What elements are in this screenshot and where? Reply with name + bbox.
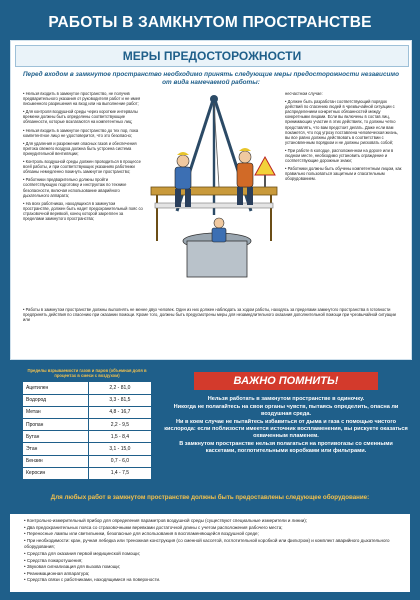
- gas-range: 4,8 - 16,7: [88, 406, 151, 418]
- gas-name: Этан: [23, 443, 89, 455]
- remember-text: [164, 396, 408, 456]
- list-item: • Звуковая сигнализация для вызова помощи;: [24, 564, 402, 571]
- safety-poster: [6, 6, 414, 594]
- list-item: • Средства пожаротушения;: [24, 558, 402, 565]
- gas-range: 3,1 - 15,0: [88, 443, 151, 455]
- two-workers-text: [23, 307, 399, 325]
- gas-range: 2,2 - 81,0: [88, 382, 151, 394]
- gas-range: 2,2 - 9,5: [88, 418, 151, 430]
- gas-range: 0,7 - 6,0: [88, 455, 151, 467]
- left-item: • Работники предварительно должны пройти соответствующую подготовку и инструктаж по технике безопасности, включая использование аварийного дыхательного аппарата;: [23, 177, 143, 197]
- table-row: [23, 418, 152, 430]
- gas-name: Водород: [23, 394, 89, 406]
- right-column: [285, 91, 403, 185]
- gas-range: 1,5 - 8,4: [88, 431, 151, 443]
- left-item: • Для удаления и разрежения опасных газов и обеспечения притока свежего воздуха должна быть устроена система принудительной вентиляции;: [23, 141, 143, 156]
- gas-name: Керосин: [23, 467, 89, 479]
- right-item: • Работники должны быть обучены компетентным лицом, как правильно пользоваться защитным и спасательным оборудованием.: [285, 166, 403, 181]
- gas-limits-block: [22, 368, 152, 480]
- table-row: [23, 431, 152, 443]
- left-item: • Для контроля воздушной среды через короткие интервалы времени должны быть определены соответствующие обязанности, которые возлагаются на компетентных лиц;: [23, 109, 143, 124]
- gas-table-heading: Пределы взрываемости газов и паров (объемная доля в процентах в смеси с воздухом): [27, 368, 147, 379]
- table-row: [23, 443, 152, 455]
- precautions-subtitle: МЕРЫ ПРЕДОСТОРОЖНОСТИ: [15, 45, 409, 67]
- table-row: [23, 382, 152, 394]
- left-item: • Нельзя входить в замкнутое пространство, не получив предварительного указания от руководителя работ и не имея письменного разрешения на вход или на выполнение работ;: [23, 91, 143, 106]
- table-row: [23, 455, 152, 467]
- list-item: • Контрольно-измерительный прибор для определения параметров воздушной среды (существуют специальные измерители и линии);: [24, 518, 402, 525]
- left-column: [23, 91, 143, 224]
- gas-range: 1,4 - 7,5: [88, 467, 151, 479]
- remember-heading: ВАЖНО ПОМНИТЬ!: [194, 372, 378, 390]
- precautions-intro: Перед входом в замкнутое пространство необходимо принять следующие меры предосторожности независимо от вида намечаемой работы:: [22, 71, 400, 87]
- gas-name: Бензин: [23, 455, 89, 467]
- gas-name: Ацетилен: [23, 382, 89, 394]
- gas-limits-table: [22, 381, 152, 480]
- table-row: [23, 394, 152, 406]
- table-row: [23, 406, 152, 418]
- equipment-list: [10, 514, 410, 584]
- list-item: • Реанимационная аппаратура;: [24, 571, 402, 578]
- left-item: • На всех работниках, находящихся в замкнутом пространстве, должен быть надет предохранительный пояс со страховочной веревкой, конец которой закреплен за пределами замкнутого пространства;: [23, 201, 143, 221]
- gas-name: Бутан: [23, 431, 89, 443]
- remember-paragraph: Ни в коем случае не пытайтесь избавиться от дыма и газа с помощью чистого кислорода: если поблизости имеется источник воспламенения, вы рискуете оказаться охваченным пламенем.: [164, 419, 408, 439]
- right-item: • Должен быть разработан соответствующий порядок действий по спасению людей в чрезвычайной ситуации с распределением конкретных обязанностей между конкретными лицами. Если вы включены в состав лиц, принимающих участие в этих действиях, то должны четко представлять, что вам предстоит делать. Даже если вам покажется, что под угрозу поставлена человеческая жизнь, вы все равно должны действовать в соответствии с установленным порядком и не должны рисковать собой;: [285, 99, 403, 145]
- remember-paragraph: Никогда не полагайтесь на свои органы чувств, пытаясь определить, опасна ли воздушная среда.: [173, 404, 399, 417]
- table-row: [23, 467, 152, 479]
- list-item: • При необходимости: кран, ручная лебедка или треножная конструкция (со сменной кассетой, поглотительной коробкой или фильтром) и комплект аварийного дыхательного оборудования;: [24, 538, 402, 551]
- remember-block: [164, 368, 408, 492]
- gas-name: Пропан: [23, 418, 89, 430]
- gas-range: 3,3 - 81,5: [88, 394, 151, 406]
- gas-name: Метан: [23, 406, 89, 418]
- list-item: • Два предохранительных пояса со страховочными веревками достаточной длины с учетом расположения рабочего места;: [24, 525, 402, 532]
- list-item: • Средства для оказания первой медицинской помощи;: [24, 551, 402, 558]
- left-item: • Контроль воздушной среды должен проводиться в процессе всей работы, и при соответствующих указаниях работники обязаны немедленно покинуть замкнутое пространство;: [23, 159, 143, 174]
- remember-paragraph: Нельзя работать в замкнутом пространстве в одиночку.: [207, 396, 365, 402]
- right-item: • При работе в колодце, расположенном на дороге или в людном месте, необходимо установить ограждение и соответствующие дорожные знаки;: [285, 148, 403, 163]
- bottom-item: • Работы в замкнутом пространстве должны выполнять не менее двух человек. Один из них должен наблюдать за ходом работы, находясь за пределами замкнутого пространства в готовности предпринять действия по спасению при оказании помощи. Кроме того, должны быть предусмотрены меры для незамедлительного оказания дополнительной помощи при чрезвычайной ситуации или: [23, 307, 399, 322]
- equipment-heading: Для любых работ в замкнутом пространстве должны быть предоставлены следующее оборудование:: [50, 494, 370, 501]
- list-item: • Средства связи с работниками, находящимися на поверхности.: [24, 577, 402, 584]
- workers-illustration: [147, 91, 281, 279]
- remember-paragraph: В замкнутом пространстве нельзя полагаться на противогазы со сменными кассетами, поглотительными коробками или фильтрами.: [179, 441, 393, 454]
- poster-title: РАБОТЫ В ЗАМКНУТОМ ПРОСТРАНСТВЕ: [48, 14, 372, 31]
- right-item: несчастном случае:: [285, 91, 323, 96]
- left-item: • Нельзя входить в замкнутое пространство до тех пор, пока компетентное лицо не удостоверится, что это безопасно;: [23, 128, 143, 138]
- precautions-panel: [10, 40, 412, 360]
- list-item: • Переносные лампы или светильники, безопасные для использования в воспламеняющейся воздушной среде;: [24, 531, 402, 538]
- equipment-panel: [10, 514, 410, 592]
